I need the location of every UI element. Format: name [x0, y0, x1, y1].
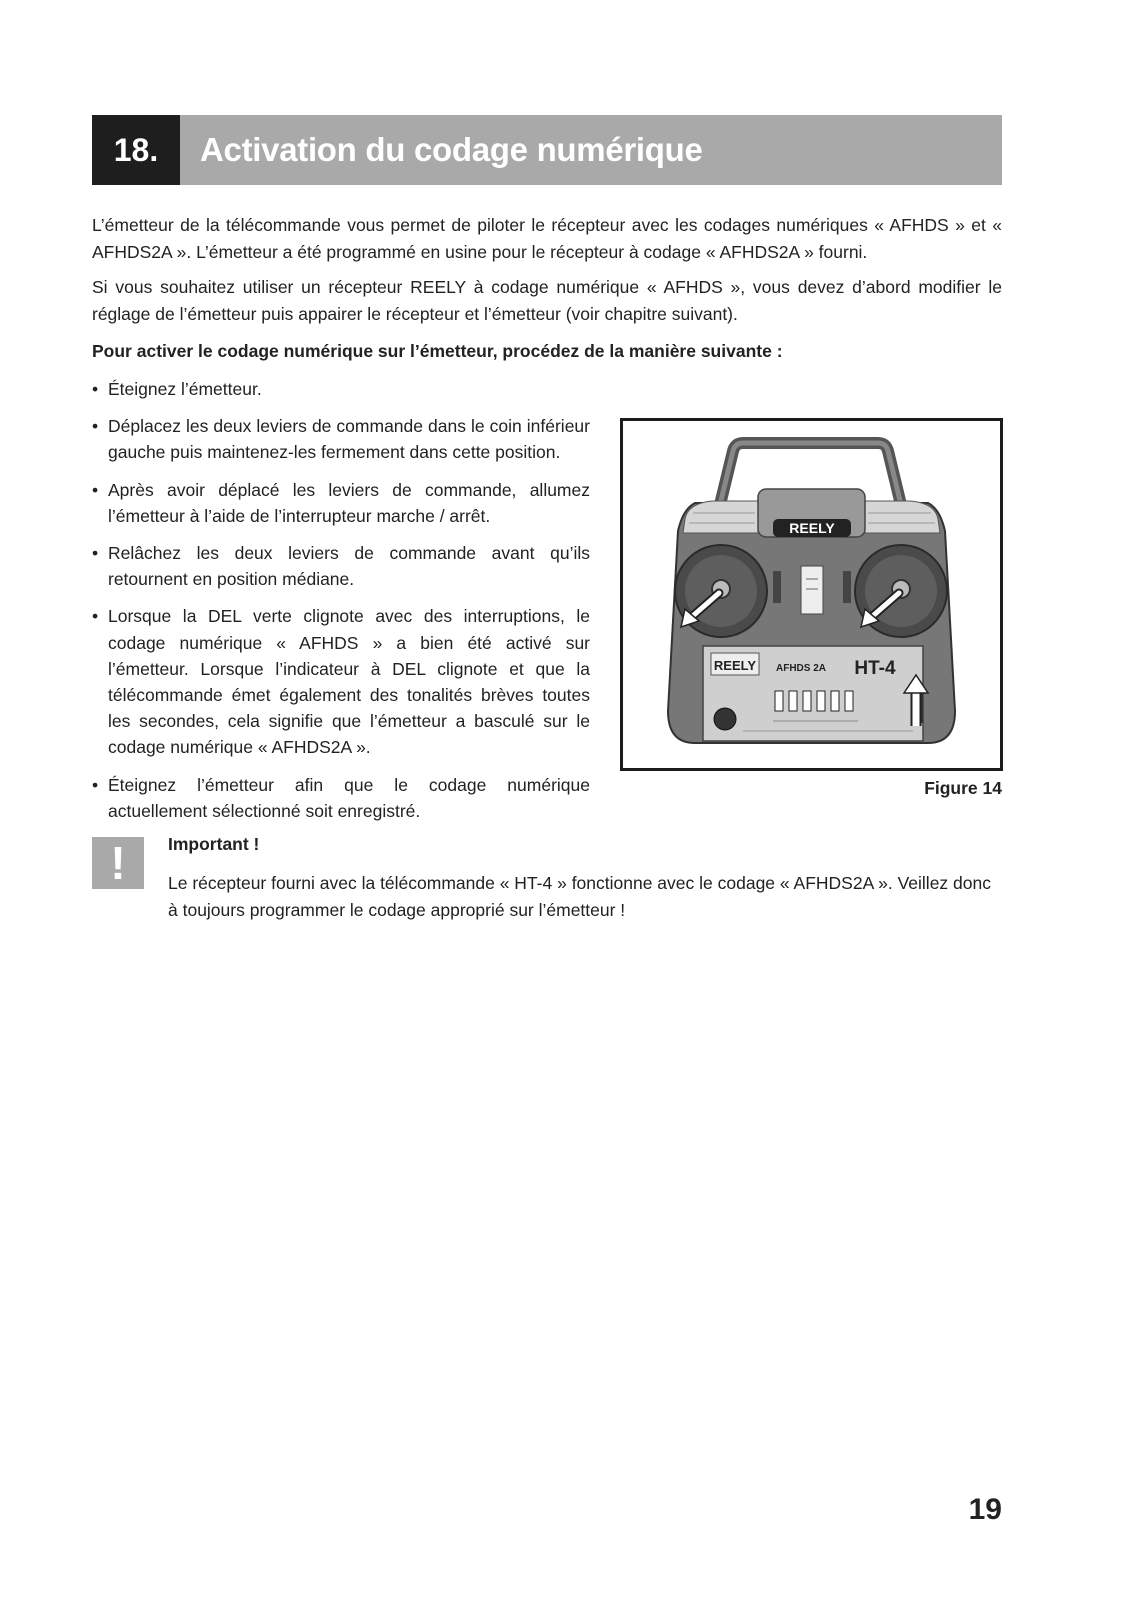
steps-list: [92, 376, 590, 835]
model-label: HT-4: [854, 658, 896, 679]
intro-paragraph-2: Si vous souhaitez utiliser un récepteur REELY à codage numérique « AFHDS », vous devez d’abord modifier le réglage de l’émetteur puis appairer le récepteur et l’émetteur (voir chapitre suivant).: [92, 277, 1002, 324]
transmitter-illustration: [623, 421, 1000, 768]
brand-logo: REELY: [789, 520, 835, 536]
list-item: • Éteignez l’émetteur afin que le codage numérique actuellement sélectionné soit enregistré.: [92, 772, 590, 824]
note-text: Le récepteur fourni avec la télécommande « HT-4 » fonctionne avec le codage « AFHDS2A ». Veillez donc à toujours programmer le codage approprié sur l’émetteur !: [168, 873, 991, 920]
list-item: • Lorsque la DEL verte clignote avec des interruptions, le codage numérique « AFHDS » a bien été activé sur l’émetteur. Lorsque l’indicateur à DEL clignote et que la télécommande émet également des tonalités brèves toutes les secondes, cela signifie que l’émetteur a basculé sur le codage numérique « AFHDS2A ».: [92, 603, 590, 760]
list-item: • Déplacez les deux leviers de commande dans le coin inférieur gauche puis maintenez-les fermement dans cette position.: [92, 413, 590, 465]
figure-caption: Figure 14: [924, 778, 1002, 798]
section-title: Activation du codage numérique: [180, 115, 1002, 185]
note-title: Important !: [168, 834, 260, 854]
list-item: • Éteignez l’émetteur.: [92, 376, 590, 402]
section-header: [92, 115, 1002, 185]
instruction-heading: Pour activer le codage numérique sur l’émetteur, procédez de la manière suivante :: [92, 341, 783, 361]
intro-paragraph-1: L’émetteur de la télécommande vous permet de piloter le récepteur avec les codages numériques « AFHDS » et « AFHDS2A ». L’émetteur a été programmé en usine pour le récepteur à codage « AFHDS2A » fourni.: [92, 215, 1002, 262]
exclamation-icon: !: [92, 837, 144, 889]
list-item: • Relâchez les deux leviers de commande avant qu’ils retournent en position médiane.: [92, 540, 590, 592]
page-number: 19: [968, 1493, 1002, 1526]
panel-brand-text: REELY: [713, 658, 757, 673]
panel-protocol-text: AFHDS 2A: [775, 663, 827, 674]
section-number: 18.: [92, 115, 180, 185]
list-item: • Après avoir déplacé les leviers de commande, allumez l’émetteur à l’aide de l’interrupteur marche / arrêt.: [92, 477, 590, 529]
figure-frame: [620, 418, 1003, 771]
